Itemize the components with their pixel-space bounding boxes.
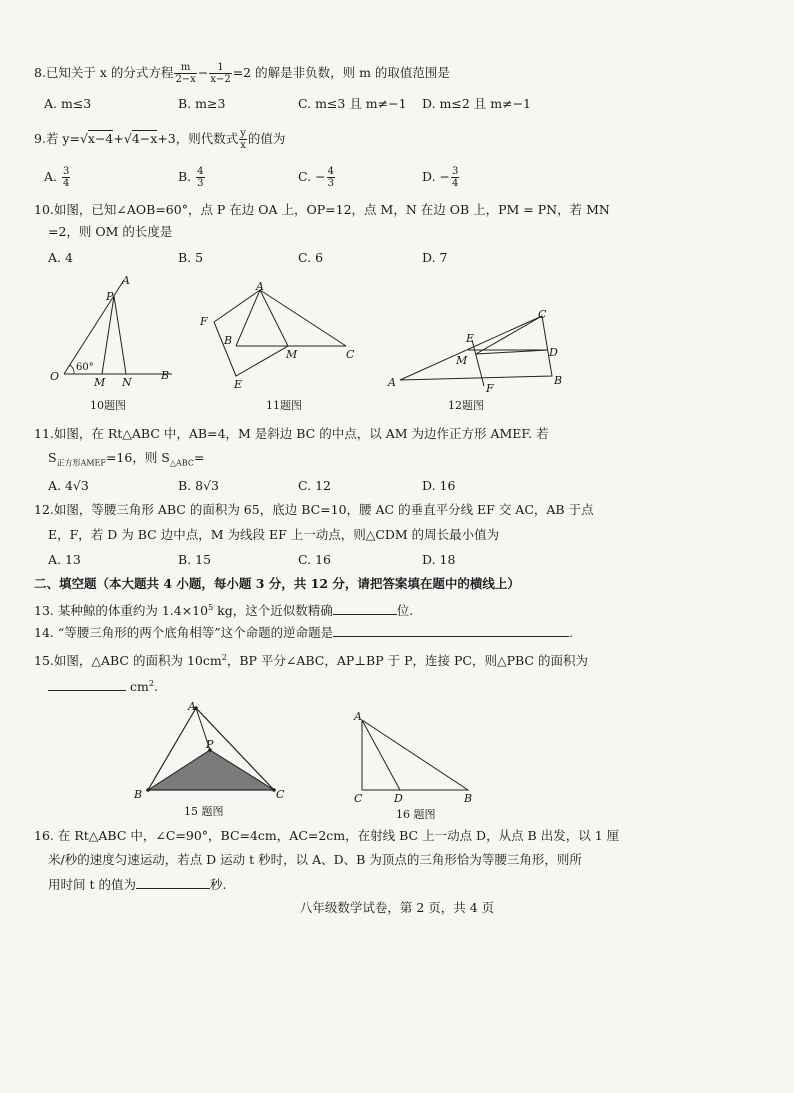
q8-text-b: =2 的解是非负数，则 m 的取值范围是 [232, 65, 450, 80]
fig15-label-c: C [276, 788, 285, 801]
fig12-label-f: F [486, 382, 494, 395]
fig12-label-b: B [554, 374, 563, 387]
fig15-label-p: P [206, 738, 214, 751]
page-footer: 八年级数学试卷，第 2 页，共 4 页 [299, 900, 495, 915]
q8-option-b: B. m≥3 [178, 96, 226, 111]
q12-line-1: 12.如图，等腰三角形 ABC 的面积为 65，底边 BC=10，腰 AC 的垂直平分线 EF 交 AC，AB 于点 [34, 502, 594, 517]
q10-line-2: =2，则 OM 的长度是 [48, 224, 173, 239]
q8-stem [34, 62, 450, 85]
q9-plus: + [113, 131, 124, 146]
q13-blank [333, 602, 397, 615]
q16-blank [136, 876, 210, 889]
fig16-label-d: D [394, 792, 403, 805]
q9-option-d: D. − $\frac{3}{4}$ [422, 166, 459, 189]
q10-option-a: A. 4 [48, 250, 73, 265]
fig10-label-n: N [122, 376, 132, 389]
q8-minus: − [197, 65, 209, 80]
q12-option-a: A. 13 [48, 552, 81, 567]
fig10-label-o: O [50, 370, 60, 383]
fig10-label-p: P [106, 290, 114, 303]
q12-option-b: B. 15 [178, 552, 212, 567]
q11-option-a: A. 4√3 [48, 478, 89, 493]
q11-option-c: C. 12 [298, 478, 331, 493]
q8-option-c: C. m≤3 且 m≠−1 [298, 96, 407, 111]
fig11-label-e: E [234, 378, 243, 391]
q9-text-b: +3，则代数式 [157, 131, 239, 146]
fig12-label-d: D [549, 346, 558, 359]
q11-option-d: D. 16 [422, 478, 456, 493]
q9-root-2: 4−x [131, 131, 158, 146]
q8-frac2-num: 1 [209, 62, 231, 74]
q8-frac1-num: m [174, 62, 196, 74]
q16-line-2: 米/秒的速度匀速运动，若点 D 运动 t 秒时，以 A、D、B 为顶点的三角形恰为等腰三角形，则所 [48, 852, 582, 867]
q15-line-2: $cm^2$. [48, 676, 158, 695]
q8-frac1-den: 2−x [175, 74, 196, 85]
fig10-label-m: M [94, 376, 106, 389]
fig10-label-a: A [122, 274, 130, 287]
q10-line-1: 10.如图，已知∠AOB=60°，点 P 在边 OA 上，OP=12，点 M，N 在边 OB 上，PM = PN，若 MN [34, 202, 610, 217]
q8-frac2-den: x−2 [210, 74, 231, 85]
fig15-label-b: B [134, 788, 143, 801]
fig11-label-b: B [224, 334, 233, 347]
section-2-title: 二、填空题（本大题共 4 小题，每小题 3 分，共 12 分，请把答案填在题中的横线上） [34, 576, 520, 591]
q12-line-2: E，F，若 D 为 BC 边中点，M 为线段 EF 上一动点，则△CDM 的周长最小值为 [48, 527, 500, 542]
q12-option-c: C. 16 [298, 552, 331, 567]
figure-12 [386, 306, 576, 399]
fig11-label-f: F [200, 315, 208, 328]
q9-option-b: B. $\frac{4}{3}$ [178, 166, 204, 189]
q15-line-1: 15.如图，△ABC 的面积为 $10cm^2$，BP 平分∠ABC，AP⊥BP 于 P，连接 PC，则△PBC 的面积为 [34, 653, 588, 669]
q12-option-d: D. 18 [422, 552, 456, 567]
q16-line-3: 用时间 t 的值为 秒. [48, 877, 227, 892]
fig12-label-e: E [466, 332, 475, 345]
fig11-label-c: C [346, 348, 355, 361]
q8-option-a: A. m≤3 [44, 96, 92, 111]
q11-line-2: $S_{正方形AMEF}=16$，则 $S_{\triangle ABC}=$ [48, 450, 205, 468]
q9-frac-num: y [240, 128, 246, 139]
fig12-label-c: C [538, 308, 547, 321]
q11-option-b: B. 8√3 [178, 478, 220, 493]
q8-fraction-2 [209, 62, 231, 85]
q13: 13. 某种鲸的体重约为 $1.4\times 10^5$ kg，这个近似数精确 位. [34, 603, 414, 619]
q10-option-c: C. 6 [298, 250, 324, 265]
q9-frac-den: x [240, 140, 246, 151]
q8-fraction-1 [174, 62, 196, 85]
q16-line-1: 16. 在 Rt△ABC 中，∠C=90°，BC=4cm，AC=2cm，在射线 BC 上一动点 D，从点 B 出发，以 1 厘 [34, 828, 620, 843]
q9-text-c: 的值为 [247, 131, 286, 146]
q15-blank [48, 678, 126, 691]
fig11-label-a: A [256, 280, 264, 293]
fig16-label-a: A [354, 710, 362, 723]
q14-blank [333, 624, 569, 637]
fig15-caption: 15 题图 [184, 805, 224, 818]
fig11-caption: 11题图 [266, 399, 302, 412]
q9-stem: 9.若 y=√x−4+√4−x+3，则代数式 $\frac{y}{x}$ 的值为 [34, 128, 286, 151]
q8-option-d: D. m≤2 且 m≠−1 [422, 96, 532, 111]
q9-option-a: A. $\frac{3}{4}$ [44, 166, 70, 189]
fig16-label-c: C [354, 792, 363, 805]
fig12-label-a: A [388, 376, 396, 389]
fig10-angle-label: 60° [76, 362, 94, 373]
q9-fraction [239, 128, 247, 151]
fig16-caption: 16 题图 [396, 808, 436, 821]
figure-10 [44, 272, 184, 395]
figure-11 [196, 278, 366, 396]
fig15-label-a: A [188, 700, 196, 713]
fig16-label-b: B [464, 792, 473, 805]
fig12-label-m: M [456, 354, 468, 367]
q9-option-c: C. − $\frac{4}{3}$ [298, 166, 334, 189]
fig10-label-b: B [161, 369, 170, 382]
q14: 14. “等腰三角形的两个底角相等”这个命题的逆命题是 . [34, 625, 574, 640]
fig12-caption: 12题图 [448, 399, 484, 412]
q10-option-b: B. 5 [178, 250, 204, 265]
figure-15 [130, 696, 290, 809]
q10-option-d: D. 7 [422, 250, 448, 265]
q9-text-a: 9.若 y= [34, 131, 80, 146]
q8-text-a: 8.已知关于 x 的分式方程 [34, 65, 174, 80]
q11-line-1: 11.如图，在 Rt△ABC 中，AB=4，M 是斜边 BC 的中点，以 AM 为边作正方形 AMEF. 若 [34, 426, 549, 441]
fig11-label-m: M [286, 348, 298, 361]
figure-16 [348, 706, 488, 809]
q9-root-1: x−4 [87, 131, 114, 146]
fig10-caption: 10题图 [90, 399, 126, 412]
